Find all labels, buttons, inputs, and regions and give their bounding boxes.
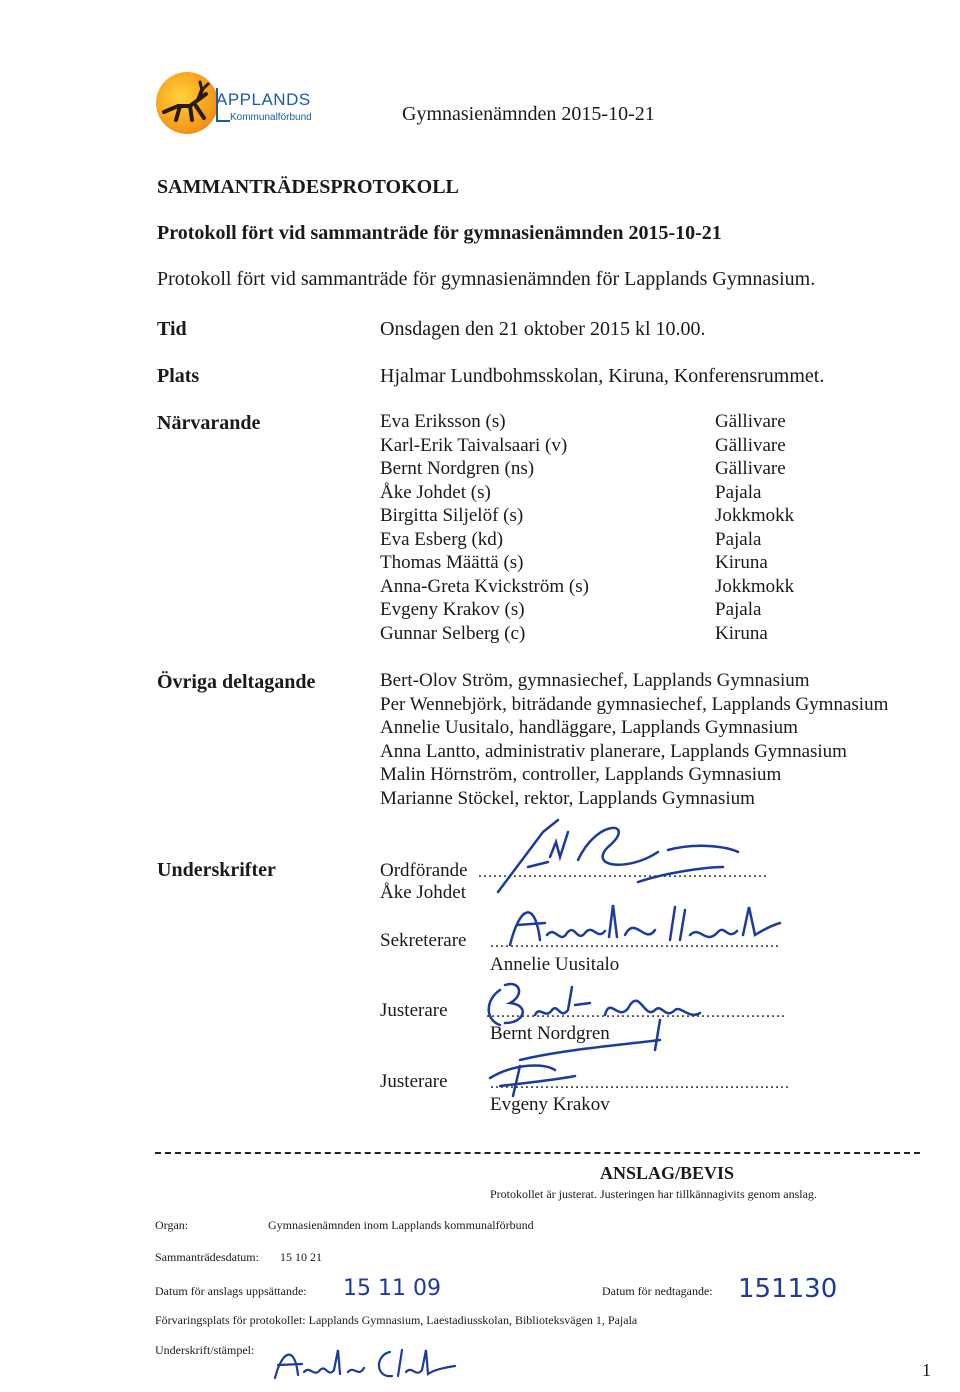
justerare-2-name: Evgeny Krakov xyxy=(490,1094,610,1115)
participant-line: Malin Hörnström, controller, Lapplands Gymnasium xyxy=(380,764,782,785)
sammantradesdatum-value: 15 10 21 xyxy=(280,1250,322,1264)
reindeer-icon xyxy=(154,76,220,136)
logo-subtitle: Kommunalförbund xyxy=(230,112,312,123)
sekreterare-name: Annelie Uusitalo xyxy=(490,954,620,975)
logo-wordmark: APPLANDS xyxy=(216,90,311,109)
tid-value: Onsdagen den 21 oktober 2015 kl 10.00. xyxy=(380,318,706,340)
section-divider xyxy=(155,1152,920,1154)
logo-letter-l-base xyxy=(216,120,230,122)
signature-dotted-line: ............................................................ xyxy=(490,1075,790,1092)
document-subtitle: Protokoll fört vid sammanträde för gymnasienämnden 2015-10-21 xyxy=(157,222,722,244)
anslag-note: Protokollet är justerat. Justeringen har tillkännagivits genom anslag. xyxy=(490,1187,817,1201)
attendee-municipality: Pajala xyxy=(715,528,762,550)
attendee-name: Bernt Nordgren (ns) xyxy=(380,458,535,479)
organ-label: Organ: xyxy=(155,1218,189,1232)
plats-value: Hjalmar Lundbohmsskolan, Kiruna, Konferensrummet. xyxy=(380,365,825,387)
attendee-municipality: Gällivare xyxy=(715,458,786,479)
tid-label: Tid xyxy=(157,318,187,340)
underskrifter-label: Underskrifter xyxy=(157,859,276,881)
attendee-name: Åke Johdet (s) xyxy=(380,481,491,503)
attendee-municipality: Jokkmokk xyxy=(715,575,795,597)
nedtagande-label: Datum för nedtagande: xyxy=(602,1284,713,1298)
attendee-municipality: Gällivare xyxy=(715,411,786,432)
uppsattande-value: 15 11 09 xyxy=(343,1276,441,1301)
attendee-municipality: Pajala xyxy=(715,481,762,503)
signature-dotted-line: ............................................................ xyxy=(486,1004,786,1021)
header-title: Gymnasienämnden 2015-10-21 xyxy=(402,103,655,125)
ovriga-label: Övriga deltagande xyxy=(157,671,316,693)
ordforande-signature xyxy=(488,812,748,902)
participant-line: Marianne Stöckel, rektor, Lapplands Gymnasium xyxy=(380,787,755,809)
attendee-name: Eva Eriksson (s) xyxy=(380,411,506,432)
sekreterare-signature xyxy=(505,895,785,955)
organ-value: Gymnasienämnden inom Lapplands kommunalförbund xyxy=(268,1218,534,1232)
attendee-name: Karl-Erik Taivalsaari (v) xyxy=(380,434,568,456)
justerare-1-name: Bernt Nordgren xyxy=(490,1023,610,1044)
plats-label: Plats xyxy=(157,365,200,387)
attendee-municipality: Jokkmokk xyxy=(715,505,795,526)
attendee-name: Thomas Määttä (s) xyxy=(380,552,524,573)
sekreterare-role: Sekreterare xyxy=(380,930,467,951)
participant-line: Annelie Uusitalo, handläggare, Lapplands Gymnasium xyxy=(380,717,798,738)
attendee-name: Gunnar Selberg (c) xyxy=(380,622,526,644)
organization-logo xyxy=(150,70,320,140)
document-intro: Protokoll fört vid sammanträde för gymnasienämnden för Lapplands Gymnasium. xyxy=(157,268,816,290)
signature-dotted-line: .......................................................... xyxy=(490,934,780,951)
attendee-municipality: Kiruna xyxy=(715,552,768,573)
ordforande-name: Åke Johdet xyxy=(380,882,467,903)
attendee-name: Birgitta Siljelöf (s) xyxy=(380,505,524,526)
justerare-role: Justerare xyxy=(380,1000,448,1021)
underskrift-signature xyxy=(270,1340,490,1385)
signature-dotted-line: .......................................................... xyxy=(478,864,768,881)
page-number: 1 xyxy=(922,1360,931,1380)
participant-line: Bert-Olov Ström, gymnasiechef, Lapplands Gymnasium xyxy=(380,670,810,691)
attendee-municipality: Kiruna xyxy=(715,622,768,644)
attendee-name: Evgeny Krakov (s) xyxy=(380,599,525,620)
other-participants-list xyxy=(380,669,888,810)
attendee-municipality: Gällivare xyxy=(715,434,786,456)
attendee-municipality: Pajala xyxy=(715,599,762,620)
attendee-name: Anna-Greta Kvickström (s) xyxy=(380,575,589,597)
justerare-2-signature xyxy=(485,1058,605,1098)
ordforande-role: Ordförande xyxy=(380,860,468,881)
document-title: SAMMANTRÄDESPROTOKOLL xyxy=(157,176,459,198)
anslag-title: ANSLAG/BEVIS xyxy=(600,1163,735,1183)
forvaringsplats: Förvaringsplats för protokollet: Lapplands Gymnasium, Laestadiusskolan, Biblioteksvägen 1, Pajala xyxy=(155,1313,638,1327)
underskrift-label: Underskrift/stämpel: xyxy=(155,1343,255,1357)
justerare-role: Justerare xyxy=(380,1071,448,1092)
uppsattande-label: Datum för anslags uppsättande: xyxy=(155,1284,307,1298)
nedtagande-value: 151130 xyxy=(738,1274,838,1304)
sammantradesdatum-label: Sammanträdesdatum: xyxy=(155,1250,259,1264)
justerare-1-signature xyxy=(480,975,740,1065)
attendee-name: Eva Esberg (kd) xyxy=(380,528,504,550)
participant-line: Anna Lantto, administrativ planerare, Lapplands Gymnasium xyxy=(380,740,847,762)
participant-line: Per Wennebjörk, biträdande gymnasiechef, Lapplands Gymnasium xyxy=(380,693,889,715)
narvarande-label: Närvarande xyxy=(157,412,261,434)
